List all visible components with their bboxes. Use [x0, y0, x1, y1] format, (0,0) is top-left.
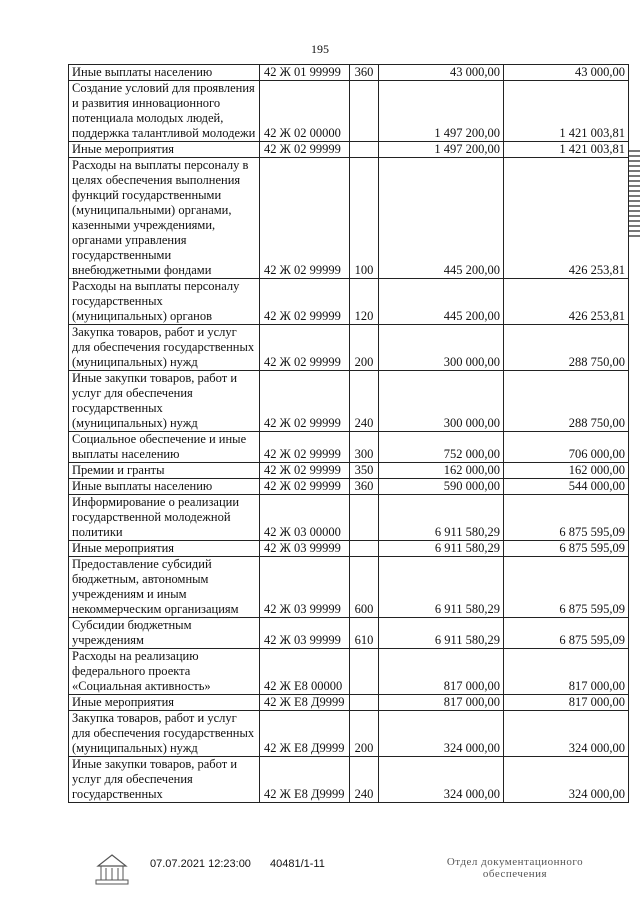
row-exec-cell: 162 000,00	[504, 463, 629, 479]
row-exec-cell: 426 253,81	[504, 279, 629, 325]
row-exec-cell: 706 000,00	[504, 432, 629, 463]
table-row	[69, 695, 629, 711]
row-type-cell: 200	[350, 711, 379, 757]
row-type-cell: 360	[350, 65, 379, 81]
row-code-cell: 42 Ж 03 99999	[260, 541, 350, 557]
table-row	[69, 158, 629, 279]
row-code-cell: 42 Ж 02 99999	[260, 279, 350, 325]
row-exec-cell: 288 750,00	[504, 371, 629, 432]
row-type-cell: 200	[350, 325, 379, 371]
row-plan-cell: 43 000,00	[379, 65, 504, 81]
row-name-cell: Иные закупки товаров, работ и услуг для обеспечения государственных	[69, 757, 260, 803]
row-type-cell	[350, 541, 379, 557]
row-code-cell: 42 Ж Е8 00000	[260, 649, 350, 695]
row-exec-cell: 426 253,81	[504, 158, 629, 279]
row-name-cell: Расходы на реализацию федерального проекта «Социальная активность»	[69, 649, 260, 695]
row-name-cell: Социальное обеспечение и иные выплаты населению	[69, 432, 260, 463]
row-exec-cell: 544 000,00	[504, 479, 629, 495]
table-row	[69, 711, 629, 757]
row-type-cell: 600	[350, 557, 379, 618]
table-row	[69, 557, 629, 618]
row-plan-cell: 817 000,00	[379, 649, 504, 695]
row-plan-cell: 445 200,00	[379, 158, 504, 279]
row-exec-cell: 324 000,00	[504, 757, 629, 803]
row-exec-cell: 817 000,00	[504, 649, 629, 695]
row-plan-cell: 6 911 580,29	[379, 557, 504, 618]
row-code-cell: 42 Ж 02 99999	[260, 463, 350, 479]
table-row	[69, 618, 629, 649]
row-code-cell: 42 Ж Е8 Д9999	[260, 695, 350, 711]
table-row	[69, 142, 629, 158]
row-name-cell: Расходы на выплаты персоналу в целях обеспечения выполнения функций государственными (муниципальными) органами, казенными учреждениями, органами управления государственными внебюджетными фондами	[69, 158, 260, 279]
row-code-cell: 42 Ж 02 99999	[260, 325, 350, 371]
row-plan-cell: 324 000,00	[379, 711, 504, 757]
table-row	[69, 541, 629, 557]
row-code-cell: 42 Ж Е8 Д9999	[260, 757, 350, 803]
row-exec-cell: 817 000,00	[504, 695, 629, 711]
table-row	[69, 649, 629, 695]
row-name-cell: Иные выплаты населению	[69, 65, 260, 81]
table-row	[69, 757, 629, 803]
row-name-cell: Закупка товаров, работ и услуг для обеспечения государственных (муниципальных) нужд	[69, 325, 260, 371]
row-plan-cell: 6 911 580,29	[379, 495, 504, 541]
row-plan-cell: 324 000,00	[379, 757, 504, 803]
row-name-cell: Закупка товаров, работ и услуг для обеспечения государственных (муниципальных) нужд	[69, 711, 260, 757]
table-row	[69, 279, 629, 325]
row-type-cell: 300	[350, 432, 379, 463]
table-row	[69, 495, 629, 541]
table-row	[69, 432, 629, 463]
row-code-cell: 42 Ж 02 99999	[260, 371, 350, 432]
row-type-cell: 240	[350, 371, 379, 432]
table-row	[69, 479, 629, 495]
row-code-cell: 42 Ж 02 99999	[260, 432, 350, 463]
row-plan-cell: 6 911 580,29	[379, 541, 504, 557]
footer-department: Отдел документационного обеспечения	[446, 856, 584, 880]
row-exec-cell: 6 875 595,09	[504, 541, 629, 557]
row-exec-cell: 6 875 595,09	[504, 618, 629, 649]
table-row	[69, 81, 629, 142]
row-name-cell: Информирование о реализации государственной молодежной политики	[69, 495, 260, 541]
row-type-cell: 120	[350, 279, 379, 325]
row-code-cell: 42 Ж 03 99999	[260, 557, 350, 618]
table-row	[69, 371, 629, 432]
row-name-cell: Предоставление субсидий бюджетным, автономным учреждениям и иным некоммерческим организациям	[69, 557, 260, 618]
row-type-cell	[350, 695, 379, 711]
row-name-cell: Иные выплаты населению	[69, 479, 260, 495]
row-type-cell: 610	[350, 618, 379, 649]
row-code-cell: 42 Ж 02 99999	[260, 158, 350, 279]
row-type-cell	[350, 649, 379, 695]
row-plan-cell: 445 200,00	[379, 279, 504, 325]
table-row	[69, 463, 629, 479]
row-exec-cell: 1 421 003,81	[504, 142, 629, 158]
row-exec-cell: 6 875 595,09	[504, 557, 629, 618]
row-plan-cell: 590 000,00	[379, 479, 504, 495]
row-plan-cell: 1 497 200,00	[379, 142, 504, 158]
row-code-cell: 42 Ж 01 99999	[260, 65, 350, 81]
row-type-cell	[350, 81, 379, 142]
row-exec-cell: 6 875 595,09	[504, 495, 629, 541]
row-code-cell: 42 Ж 02 99999	[260, 479, 350, 495]
page-number: 195	[311, 42, 329, 56]
row-type-cell: 360	[350, 479, 379, 495]
row-code-cell: 42 Ж 02 99999	[260, 142, 350, 158]
row-type-cell: 350	[350, 463, 379, 479]
row-plan-cell: 752 000,00	[379, 432, 504, 463]
row-plan-cell: 300 000,00	[379, 371, 504, 432]
row-exec-cell: 324 000,00	[504, 711, 629, 757]
footer-date: 07.07.2021 12:23:00	[150, 858, 251, 870]
row-name-cell: Расходы на выплаты персоналу государственных (муниципальных) органов	[69, 279, 260, 325]
scan-marks	[628, 150, 640, 240]
row-name-cell: Субсидии бюджетным учреждениям	[69, 618, 260, 649]
row-type-cell	[350, 495, 379, 541]
table-row	[69, 325, 629, 371]
row-type-cell	[350, 142, 379, 158]
table-body	[69, 65, 629, 803]
row-code-cell: 42 Ж 02 00000	[260, 81, 350, 142]
row-exec-cell: 288 750,00	[504, 325, 629, 371]
row-type-cell: 100	[350, 158, 379, 279]
row-code-cell: 42 Ж 03 99999	[260, 618, 350, 649]
seal-stamp-icon	[92, 852, 132, 888]
row-name-cell: Создание условий для проявления и развития инновационного потенциала молодых людей, поддержка талантливой молодежи	[69, 81, 260, 142]
row-name-cell: Иные мероприятия	[69, 541, 260, 557]
row-plan-cell: 817 000,00	[379, 695, 504, 711]
row-name-cell: Иные мероприятия	[69, 142, 260, 158]
row-name-cell: Иные закупки товаров, работ и услуг для обеспечения государственных (муниципальных) нужд	[69, 371, 260, 432]
row-code-cell: 42 Ж Е8 Д9999	[260, 711, 350, 757]
budget-table	[68, 64, 629, 803]
row-name-cell: Иные мероприятия	[69, 695, 260, 711]
row-plan-cell: 300 000,00	[379, 325, 504, 371]
row-type-cell: 240	[350, 757, 379, 803]
table-row	[69, 65, 629, 81]
footer-doc-number: 40481/1-11	[270, 858, 325, 870]
row-exec-cell: 43 000,00	[504, 65, 629, 81]
row-name-cell: Премии и гранты	[69, 463, 260, 479]
row-plan-cell: 6 911 580,29	[379, 618, 504, 649]
row-exec-cell: 1 421 003,81	[504, 81, 629, 142]
row-plan-cell: 162 000,00	[379, 463, 504, 479]
row-code-cell: 42 Ж 03 00000	[260, 495, 350, 541]
row-plan-cell: 1 497 200,00	[379, 81, 504, 142]
